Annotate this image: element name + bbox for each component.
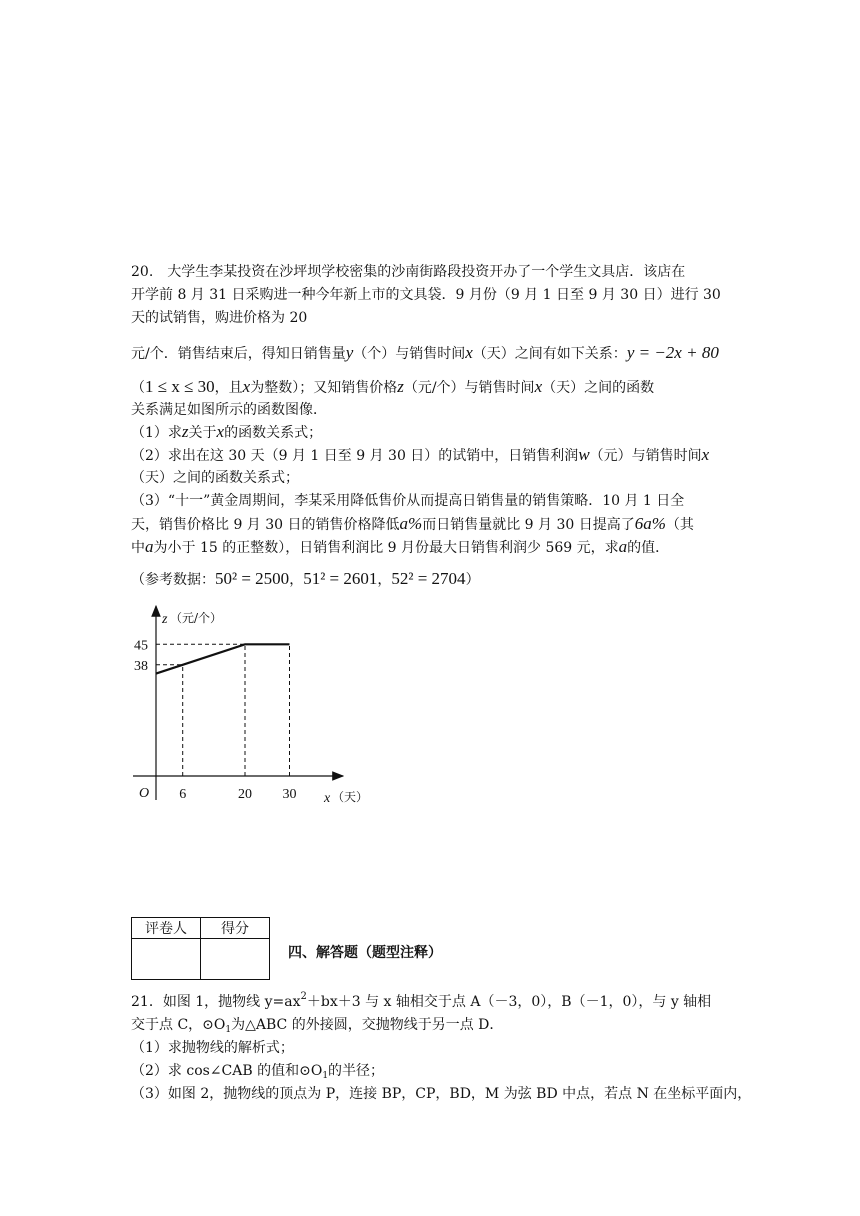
q20-line-12: 中a为小于 15 的正整数），日销售利润比 9 月份最大日销售利润少 569 元，求a的值．: [131, 537, 670, 556]
q20-part-2: （2）求出在这 30 天（9 月 1 日至 9 月 30 日）的试销中，日销售利润w（元）与销售时间x: [131, 445, 710, 464]
q20-part-1: （1）求z关于x的函数关系式；: [131, 422, 323, 441]
x-tick-label-30: 30: [282, 787, 297, 802]
x-axis-unit: （天）: [332, 790, 369, 804]
score-table: [131, 917, 270, 980]
q21-part-2: （2）求 cos∠CAB 的值和$⊙O_1$的半径；: [131, 1063, 385, 1081]
q20-line-5: （1 ≤ x ≤ 30，且x为整数）；又知销售价格z（元/个）与销售时间x（天）之间的函数: [131, 377, 655, 396]
q20-line-3: 天的试销售，购进价格为 20: [131, 310, 308, 326]
sales-formula: y = −2x + 80: [626, 343, 719, 362]
grader-cell[interactable]: [132, 939, 201, 980]
domain-formula: 1 ≤ x ≤ 30: [145, 377, 215, 396]
q20-line-9: （天）之间的函数关系式；: [131, 470, 299, 486]
q20-line-11: 天，销售价格比 9 月 30 日的销售价格降低a%而日销售量就比 9 月 30 日提高了6a%（其: [131, 514, 694, 533]
q20-line-6: 关系满足如图所示的函数图像．: [131, 402, 327, 418]
q21-line-2: 交于点 C，$⊙O_1$为△ABC 的外接圆，交抛物线于另一点 D．: [131, 1017, 504, 1035]
y-axis-variable: z: [162, 612, 168, 627]
x-tick-label-20: 20: [238, 787, 252, 802]
q21-part-3: （3）如图 2，抛物线的顶点为 P，连接 BP，CP，BD，M 为弦 BD 中点，若点 N 在坐标平面内，: [131, 1086, 752, 1102]
q20-line-1: 20. 大学生李某投资在沙坪坝学校密集的沙南街路段投资开办了一个学生文具店．该店在: [131, 264, 686, 280]
q20-line-2: 开学前 8 月 31 日采购进一种今年新上市的文具袋．9 月份（9 月 1 日至 9 月 30 日）进行 30: [131, 287, 721, 303]
y-tick-label-45: 45: [134, 638, 148, 654]
separator-2: ，: [377, 572, 392, 588]
score-header: 得分: [201, 918, 270, 939]
dashed-guides: [156, 644, 290, 776]
y-tick-label-38: 38: [134, 658, 148, 674]
x-axis-variable: x: [324, 791, 331, 806]
score-cell[interactable]: [201, 939, 270, 980]
q21-line-1: 21．如图 1，抛物线 $y=ax^2+bx+3$ 与 x 轴相交于点 A（－3，0），B（－1，0），与 y 轴相: [131, 991, 712, 1010]
q20-line-4: 元/个．销售结束后，得知日销售量y（个）与销售时间x（天）之间有如下关系：y = −2x + 80: [131, 343, 719, 362]
x-tick-label-6: 6: [179, 787, 187, 802]
section-heading: 四、解答题（题型注释）: [288, 945, 442, 961]
q20-part-3: （3）“十一”黄金周期间，李某采用降低售价从而提高日销售量的销售策略．10 月 1 日全: [131, 493, 685, 509]
q21-part-1: （1）求抛物线的解析式；: [131, 1040, 294, 1056]
grader-header: 评卷人: [132, 918, 201, 939]
price-series-line: [156, 644, 290, 673]
origin-label: O: [139, 786, 150, 801]
price-time-graph: [125, 600, 385, 820]
y-axis-unit: （元/个）: [170, 611, 223, 625]
reference-data: （参考数据：50² = 2500，51² = 2601，52² = 2704）: [131, 569, 480, 588]
